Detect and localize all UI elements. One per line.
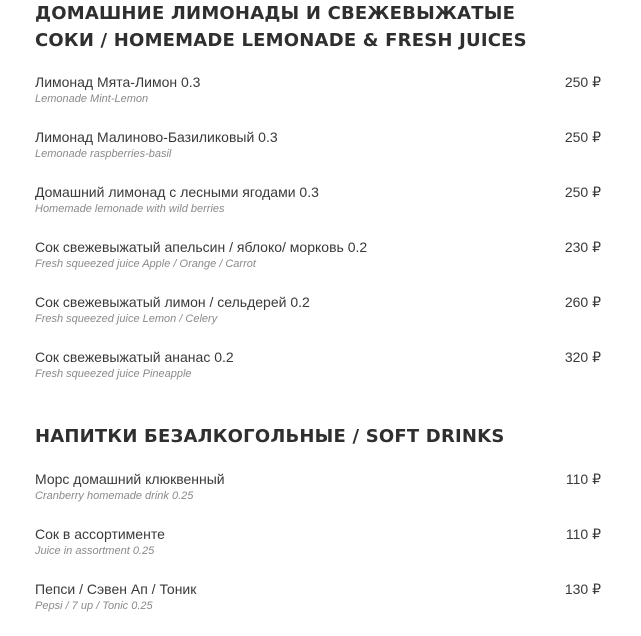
menu-item (35, 349, 605, 404)
menu-item (35, 581, 605, 636)
section-title (35, 423, 505, 450)
section-title-line-1: НАПИТКИ БЕЗАЛКОГОЛЬНЫЕ / SOFT DRINKS (35, 426, 505, 447)
item-english-name: Pepsi / 7 up / Tonic 0.25 (35, 600, 153, 612)
item-price: 230 ₽ (564, 239, 601, 255)
item-price: 260 ₽ (564, 294, 601, 310)
item-name: Морс домашний клюквенный (35, 471, 225, 487)
item-price: 250 ₽ (564, 129, 601, 145)
item-name: Сок в ассортименте (35, 526, 165, 542)
item-price: 320 ₽ (564, 349, 601, 365)
item-english-name: Cranberry homemade drink 0.25 (35, 490, 194, 502)
item-name: Лимонад Мята-Лимон 0.3 (35, 74, 201, 90)
item-name: Домашний лимонад с лесными ягодами 0.3 (35, 184, 319, 200)
item-english-name: Juice in assortment 0.25 (35, 545, 155, 557)
item-english-name: Lemonade Mint-Lemon (35, 93, 149, 105)
menu-item (35, 526, 605, 581)
item-name: Сок свежевыжатый апельсин / яблоко/ морковь 0.2 (35, 239, 368, 255)
menu-item (35, 184, 605, 239)
item-price: 130 ₽ (564, 581, 601, 597)
item-english-name: Lemonade raspberries-basil (35, 148, 172, 160)
section-title-line-2: СОКИ / HOMEMADE LEMONADE & FRESH JUICES (35, 30, 527, 51)
menu-item-list (35, 471, 605, 636)
item-english-name: Homemade lemonade with wild berries (35, 203, 225, 215)
item-price: 110 ₽ (565, 526, 601, 542)
item-name: Пепси / Сэвен Ап / Тоник (35, 581, 197, 597)
menu-item (35, 471, 605, 526)
item-name: Сок свежевыжатый лимон / сельдерей 0.2 (35, 294, 310, 310)
item-price: 250 ₽ (564, 184, 601, 200)
menu-item (35, 294, 605, 349)
item-name: Сок свежевыжатый ананас 0.2 (35, 349, 234, 365)
section-title (35, 0, 527, 54)
item-price: 250 ₽ (564, 74, 601, 90)
section-title-line-1: ДОМАШНИЕ ЛИМОНАДЫ И СВЕЖЕВЫЖАТЫЕ (35, 3, 516, 24)
item-english-name: Fresh squeezed juice Pineapple (35, 368, 192, 380)
item-price: 110 ₽ (565, 471, 601, 487)
menu-item-list (35, 74, 605, 404)
menu-item (35, 129, 605, 184)
item-name: Лимонад Малиново-Базиликовый 0.3 (35, 129, 278, 145)
menu-item (35, 239, 605, 294)
item-english-name: Fresh squeezed juice Apple / Orange / Carrot (35, 258, 256, 270)
item-english-name: Fresh squeezed juice Lemon / Celery (35, 313, 218, 325)
menu-item (35, 74, 605, 129)
